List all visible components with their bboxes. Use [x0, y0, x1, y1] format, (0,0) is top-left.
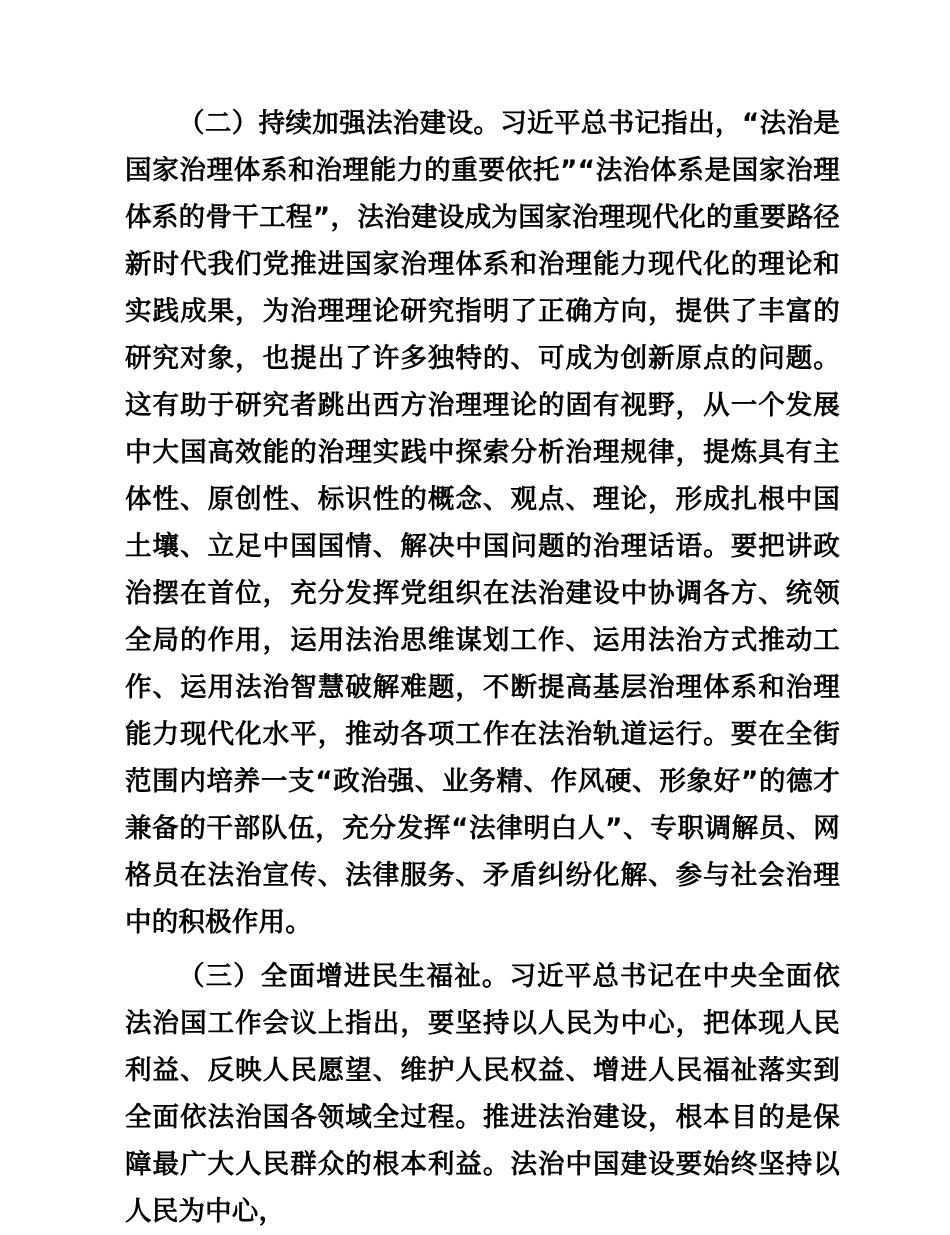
document-body [125, 100, 840, 1235]
paragraph-section-three: （三）全面增进民生福祉。习近平总书记在中央全面依法治国工作会议上指出，要坚持以人民为中心，把体现人民利益、反映人民愿望、维护人民权益、增进人民福祉落实到全面依法治国各领域全过程。推进法治建设，根本目的是保障最广大人民群众的根本利益。法治中国建设要始终坚持以人民为中心， [125, 961, 840, 1227]
paragraph-section-two: （二）持续加强法治建设。习近平总书记指出，“法治是国家治理体系和治理能力的重要依托”“法治体系是国家治理体系的骨干工程”，法治建设成为国家治理现代化的重要路径新时代我们党推进国家治理体系和治理能力现代化的理论和实践成果，为治理理论研究指明了正确方向，提供了丰富的研究对象，也提出了许多独特的、可成为创新原点的问题。这有助于研究者跳出西方治理理论的固有视野，从一个发展中大国高效能的治理实践中探索分析治理规律，提炼具有主体性、原创性、标识性的概念、观点、理论，形成扎根中国土壤、立足中国国情、解决中国问题的治理话语。要把讲政治摆在首位，充分发挥党组织在法治建设中协调各方、统领全局的作用，运用法治思维谋划工作、运用法治方式推动工作、运用法治智慧破解难题，不断提高基层治理体系和治理能力现代化水平，推动各项工作在法治轨道运行。要在全街范围内培养一支“政治强、业务精、作风硬、形象好”的德才兼备的干部队伍，充分发挥“法律明白人”、专职调解员、网格员在法治宣传、法律服务、矛盾纠纷化解、参与社会治理中的积极作用。 [125, 108, 840, 938]
